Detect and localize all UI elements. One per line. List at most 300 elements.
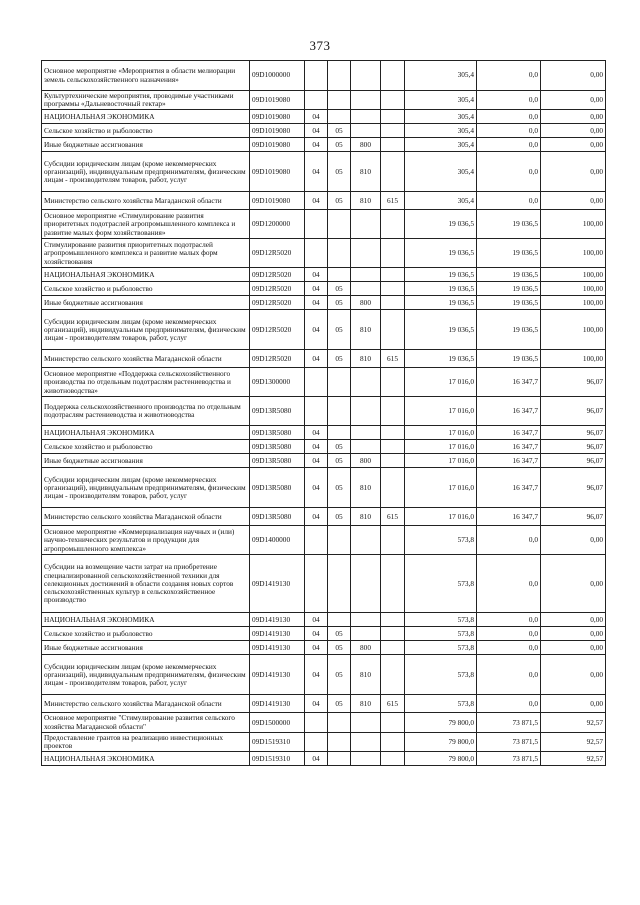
cell-section [305, 732, 328, 751]
cell-subsection: 05 [328, 282, 351, 296]
cell-admin-code [381, 426, 405, 440]
table-row [42, 61, 606, 91]
cell-name: Стимулирование развития приоритетных подотраслей агропромышленного комплекса и развитие малых форм хозяйствования [42, 239, 250, 268]
cell-percent: 96,07 [541, 440, 606, 454]
cell-admin-code [381, 61, 405, 91]
cell-name: Предоставление грантов на реализацию инвестиционных проектов [42, 732, 250, 751]
cell-code: 09D12R5020 [250, 350, 305, 368]
cell-percent: 0,00 [541, 695, 606, 713]
table-row [42, 282, 606, 296]
cell-subsection: 05 [328, 454, 351, 468]
cell-subsection [328, 91, 351, 110]
cell-name: НАЦИОНАЛЬНАЯ ЭКОНОМИКА [42, 110, 250, 124]
table-row [42, 124, 606, 138]
table-row [42, 440, 606, 454]
cell-admin-code [381, 282, 405, 296]
cell-expense-type: 810 [351, 350, 381, 368]
cell-subsection: 05 [328, 138, 351, 152]
table-row [42, 655, 606, 695]
cell-admin-code [381, 613, 405, 627]
cell-executed: 0,0 [477, 655, 541, 695]
cell-planned: 573,8 [405, 613, 477, 627]
cell-subsection: 05 [328, 655, 351, 695]
cell-subsection: 05 [328, 192, 351, 210]
cell-section [305, 210, 328, 239]
cell-name: Основное мероприятие «Коммерциализация научных и (или) научно-технических результатов и продукции для агропромышленного комплекса» [42, 526, 250, 555]
table-row [42, 152, 606, 192]
cell-admin-code: 615 [381, 192, 405, 210]
cell-subsection: 05 [328, 627, 351, 641]
cell-subsection: 05 [328, 152, 351, 192]
cell-name: Иные бюджетные ассигнования [42, 138, 250, 152]
cell-expense-type: 810 [351, 468, 381, 508]
cell-percent: 92,57 [541, 752, 606, 766]
cell-admin-code [381, 138, 405, 152]
cell-percent: 100,00 [541, 268, 606, 282]
cell-subsection [328, 526, 351, 555]
cell-subsection [328, 368, 351, 397]
cell-percent: 0,00 [541, 526, 606, 555]
cell-expense-type [351, 210, 381, 239]
cell-section: 04 [305, 627, 328, 641]
cell-code: 09D12R5020 [250, 310, 305, 350]
cell-expense-type [351, 268, 381, 282]
budget-table [41, 60, 606, 766]
cell-section: 04 [305, 641, 328, 655]
cell-name: Субсидии юридическим лицам (кроме некоммерческих организаций), индивидуальным предпринимателям, физическим лицам - производителям товаров, работ, услуг [42, 152, 250, 192]
cell-executed: 16 347,7 [477, 426, 541, 440]
cell-percent: 100,00 [541, 239, 606, 268]
cell-executed: 19 036,5 [477, 268, 541, 282]
cell-section [305, 555, 328, 613]
cell-admin-code [381, 110, 405, 124]
cell-expense-type [351, 555, 381, 613]
cell-executed: 0,0 [477, 526, 541, 555]
cell-expense-type [351, 440, 381, 454]
cell-planned: 305,4 [405, 124, 477, 138]
cell-planned: 79 800,0 [405, 713, 477, 732]
cell-section: 04 [305, 508, 328, 526]
cell-subsection: 05 [328, 468, 351, 508]
table-row [42, 627, 606, 641]
cell-name: НАЦИОНАЛЬНАЯ ЭКОНОМИКА [42, 613, 250, 627]
cell-name: Основное мероприятие «Поддержка сельскохозяйственного производства по отдельным подотраслям растениеводства и животноводства» [42, 368, 250, 397]
cell-percent: 100,00 [541, 350, 606, 368]
cell-subsection [328, 397, 351, 426]
cell-code: 09D13R5080 [250, 454, 305, 468]
cell-subsection [328, 110, 351, 124]
cell-section: 04 [305, 268, 328, 282]
cell-executed: 16 347,7 [477, 368, 541, 397]
cell-planned: 17 016,0 [405, 454, 477, 468]
cell-admin-code [381, 268, 405, 282]
cell-code: 09D1419130 [250, 555, 305, 613]
cell-executed: 16 347,7 [477, 468, 541, 508]
cell-percent: 96,07 [541, 368, 606, 397]
cell-name: Сельское хозяйство и рыболовство [42, 627, 250, 641]
cell-name: Министерство сельского хозяйства Магаданской области [42, 508, 250, 526]
cell-admin-code [381, 732, 405, 751]
cell-section: 04 [305, 440, 328, 454]
cell-percent: 100,00 [541, 310, 606, 350]
table-row [42, 713, 606, 732]
cell-code: 09D1400000 [250, 526, 305, 555]
cell-name: Иные бюджетные ассигнования [42, 641, 250, 655]
cell-code: 09D13R5080 [250, 508, 305, 526]
cell-subsection [328, 613, 351, 627]
cell-name: НАЦИОНАЛЬНАЯ ЭКОНОМИКА [42, 268, 250, 282]
cell-admin-code [381, 91, 405, 110]
cell-name: Министерство сельского хозяйства Магаданской области [42, 192, 250, 210]
cell-code: 09D1019080 [250, 110, 305, 124]
cell-percent: 0,00 [541, 655, 606, 695]
cell-name: Субсидии юридическим лицам (кроме некоммерческих организаций), индивидуальным предпринимателям, физическим лицам - производителям товаров, работ, услуг [42, 468, 250, 508]
table-row [42, 468, 606, 508]
cell-expense-type [351, 61, 381, 91]
cell-subsection: 05 [328, 508, 351, 526]
cell-code: 09D1419130 [250, 641, 305, 655]
cell-code: 09D1500000 [250, 713, 305, 732]
cell-executed: 16 347,7 [477, 397, 541, 426]
table-row [42, 296, 606, 310]
cell-section: 04 [305, 124, 328, 138]
cell-expense-type [351, 713, 381, 732]
cell-planned: 79 800,0 [405, 732, 477, 751]
cell-expense-type: 810 [351, 655, 381, 695]
cell-code: 09D12R5020 [250, 282, 305, 296]
cell-executed: 0,0 [477, 192, 541, 210]
cell-expense-type [351, 613, 381, 627]
cell-admin-code [381, 210, 405, 239]
cell-section: 04 [305, 192, 328, 210]
cell-expense-type [351, 368, 381, 397]
cell-section [305, 239, 328, 268]
cell-name: Основное мероприятие "Стимулирование развития сельского хозяйства Магаданской области" [42, 713, 250, 732]
cell-executed: 73 871,5 [477, 732, 541, 751]
cell-executed: 19 036,5 [477, 350, 541, 368]
cell-name: Сельское хозяйство и рыболовство [42, 282, 250, 296]
cell-name: Министерство сельского хозяйства Магаданской области [42, 695, 250, 713]
cell-executed: 0,0 [477, 91, 541, 110]
cell-admin-code [381, 124, 405, 138]
cell-executed: 73 871,5 [477, 752, 541, 766]
table-row [42, 350, 606, 368]
table-row [42, 613, 606, 627]
cell-expense-type: 800 [351, 454, 381, 468]
cell-expense-type: 810 [351, 192, 381, 210]
cell-admin-code [381, 752, 405, 766]
cell-percent: 0,00 [541, 627, 606, 641]
cell-admin-code [381, 310, 405, 350]
cell-percent: 100,00 [541, 210, 606, 239]
cell-code: 09D1019080 [250, 91, 305, 110]
table-row [42, 454, 606, 468]
cell-executed: 0,0 [477, 627, 541, 641]
cell-admin-code [381, 526, 405, 555]
cell-planned: 19 036,5 [405, 350, 477, 368]
cell-percent: 0,00 [541, 192, 606, 210]
cell-admin-code [381, 397, 405, 426]
cell-planned: 305,4 [405, 61, 477, 91]
table-row [42, 397, 606, 426]
cell-planned: 573,8 [405, 641, 477, 655]
cell-section [305, 713, 328, 732]
cell-subsection [328, 210, 351, 239]
cell-executed: 19 036,5 [477, 310, 541, 350]
cell-name: Министерство сельского хозяйства Магаданской области [42, 350, 250, 368]
cell-percent: 92,57 [541, 713, 606, 732]
cell-executed: 16 347,7 [477, 508, 541, 526]
cell-name: Сельское хозяйство и рыболовство [42, 124, 250, 138]
cell-name: Основное мероприятие «Мероприятия в области мелиорации земель сельскохозяйственного назначения» [42, 61, 250, 91]
cell-expense-type: 810 [351, 695, 381, 713]
cell-section: 04 [305, 138, 328, 152]
cell-section: 04 [305, 282, 328, 296]
cell-code: 09D1019080 [250, 124, 305, 138]
cell-executed: 19 036,5 [477, 282, 541, 296]
cell-subsection [328, 61, 351, 91]
cell-name: Культуртехнические мероприятия, проводимые участниками программы «Дальневосточный гектар» [42, 91, 250, 110]
cell-admin-code [381, 440, 405, 454]
table-row [42, 695, 606, 713]
cell-code: 09D1419130 [250, 655, 305, 695]
cell-executed: 0,0 [477, 695, 541, 713]
cell-code: 09D1419130 [250, 695, 305, 713]
budget-table-body [42, 61, 606, 766]
cell-expense-type [351, 627, 381, 641]
cell-code: 09D1419130 [250, 627, 305, 641]
cell-expense-type [351, 239, 381, 268]
cell-code: 09D1300000 [250, 368, 305, 397]
cell-admin-code [381, 239, 405, 268]
cell-subsection: 05 [328, 310, 351, 350]
cell-subsection: 05 [328, 695, 351, 713]
cell-percent: 0,00 [541, 555, 606, 613]
cell-percent: 96,07 [541, 508, 606, 526]
cell-percent: 96,07 [541, 426, 606, 440]
cell-percent: 0,00 [541, 110, 606, 124]
cell-planned: 17 016,0 [405, 508, 477, 526]
table-row [42, 210, 606, 239]
cell-section [305, 526, 328, 555]
cell-executed: 16 347,7 [477, 454, 541, 468]
cell-name: Иные бюджетные ассигнования [42, 296, 250, 310]
cell-planned: 573,8 [405, 695, 477, 713]
cell-name: Субсидии юридическим лицам (кроме некоммерческих организаций), индивидуальным предпринимателям, физическим лицам - производителям товаров, работ, услуг [42, 310, 250, 350]
cell-subsection [328, 752, 351, 766]
cell-subsection [328, 239, 351, 268]
cell-name: НАЦИОНАЛЬНАЯ ЭКОНОМИКА [42, 426, 250, 440]
cell-planned: 573,8 [405, 555, 477, 613]
cell-section: 04 [305, 426, 328, 440]
table-row [42, 91, 606, 110]
cell-section: 04 [305, 752, 328, 766]
cell-planned: 573,8 [405, 526, 477, 555]
cell-expense-type: 800 [351, 138, 381, 152]
cell-section [305, 397, 328, 426]
cell-name: Субсидии на возмещение части затрат на приобретение специализированной сельскохозяйственной техники для селекционных достижений в области создания новых сортов сельскохозяйственных культур в сельскохозяйственное производство [42, 555, 250, 613]
cell-executed: 16 347,7 [477, 440, 541, 454]
cell-section: 04 [305, 695, 328, 713]
cell-name: НАЦИОНАЛЬНАЯ ЭКОНОМИКА [42, 752, 250, 766]
cell-planned: 305,4 [405, 91, 477, 110]
cell-planned: 17 016,0 [405, 468, 477, 508]
cell-executed: 0,0 [477, 61, 541, 91]
table-row [42, 555, 606, 613]
cell-expense-type [351, 397, 381, 426]
cell-executed: 19 036,5 [477, 239, 541, 268]
table-row [42, 426, 606, 440]
cell-percent: 0,00 [541, 613, 606, 627]
cell-expense-type: 810 [351, 508, 381, 526]
cell-admin-code: 615 [381, 695, 405, 713]
cell-code: 09D13R5080 [250, 440, 305, 454]
cell-planned: 19 036,5 [405, 239, 477, 268]
cell-subsection [328, 426, 351, 440]
cell-executed: 0,0 [477, 138, 541, 152]
cell-section: 04 [305, 468, 328, 508]
cell-percent: 92,57 [541, 732, 606, 751]
table-row [42, 508, 606, 526]
cell-planned: 79 800,0 [405, 752, 477, 766]
cell-section: 04 [305, 152, 328, 192]
cell-planned: 17 016,0 [405, 426, 477, 440]
cell-expense-type [351, 732, 381, 751]
cell-planned: 19 036,5 [405, 296, 477, 310]
cell-code: 09D1519310 [250, 732, 305, 751]
page-number: 373 [309, 38, 331, 53]
cell-expense-type [351, 426, 381, 440]
cell-planned: 19 036,5 [405, 282, 477, 296]
cell-expense-type: 800 [351, 641, 381, 655]
cell-expense-type [351, 110, 381, 124]
cell-admin-code [381, 368, 405, 397]
cell-admin-code [381, 152, 405, 192]
cell-planned: 573,8 [405, 655, 477, 695]
cell-code: 09D1019080 [250, 138, 305, 152]
cell-percent: 96,07 [541, 468, 606, 508]
cell-percent: 0,00 [541, 641, 606, 655]
table-row [42, 526, 606, 555]
cell-section: 04 [305, 454, 328, 468]
cell-expense-type [351, 282, 381, 296]
cell-section: 04 [305, 613, 328, 627]
cell-admin-code [381, 627, 405, 641]
cell-section: 04 [305, 350, 328, 368]
table-row [42, 192, 606, 210]
cell-executed: 19 036,5 [477, 210, 541, 239]
cell-subsection [328, 732, 351, 751]
cell-percent: 100,00 [541, 282, 606, 296]
cell-executed: 0,0 [477, 152, 541, 192]
cell-planned: 17 016,0 [405, 368, 477, 397]
table-row [42, 752, 606, 766]
cell-admin-code [381, 296, 405, 310]
cell-executed: 73 871,5 [477, 713, 541, 732]
cell-subsection [328, 268, 351, 282]
table-row [42, 138, 606, 152]
cell-expense-type: 810 [351, 152, 381, 192]
cell-expense-type [351, 752, 381, 766]
cell-admin-code [381, 555, 405, 613]
cell-name: Субсидии юридическим лицам (кроме некоммерческих организаций), индивидуальным предпринимателям, физическим лицам - производителям товаров, работ, услуг [42, 655, 250, 695]
cell-section [305, 61, 328, 91]
cell-planned: 573,8 [405, 627, 477, 641]
cell-section [305, 368, 328, 397]
cell-percent: 100,00 [541, 296, 606, 310]
cell-planned: 19 036,5 [405, 268, 477, 282]
cell-planned: 17 016,0 [405, 440, 477, 454]
cell-section [305, 91, 328, 110]
cell-code: 09D1000000 [250, 61, 305, 91]
cell-percent: 0,00 [541, 91, 606, 110]
cell-code: 09D13R5080 [250, 468, 305, 508]
cell-admin-code: 615 [381, 508, 405, 526]
cell-percent: 0,00 [541, 124, 606, 138]
table-row [42, 239, 606, 268]
cell-expense-type: 800 [351, 296, 381, 310]
table-row [42, 368, 606, 397]
cell-percent: 96,07 [541, 454, 606, 468]
cell-percent: 0,00 [541, 138, 606, 152]
cell-code: 09D13R5080 [250, 426, 305, 440]
cell-executed: 0,0 [477, 110, 541, 124]
cell-expense-type: 810 [351, 310, 381, 350]
cell-subsection: 05 [328, 440, 351, 454]
cell-name: Иные бюджетные ассигнования [42, 454, 250, 468]
table-row [42, 268, 606, 282]
cell-code: 09D12R5020 [250, 239, 305, 268]
cell-name: Поддержка сельскохозяйственного производства по отдельным подотраслям растениеводства и животноводства [42, 397, 250, 426]
cell-percent: 96,07 [541, 397, 606, 426]
cell-planned: 17 016,0 [405, 397, 477, 426]
cell-subsection [328, 555, 351, 613]
cell-subsection: 05 [328, 350, 351, 368]
cell-executed: 0,0 [477, 641, 541, 655]
cell-executed: 0,0 [477, 613, 541, 627]
cell-planned: 305,4 [405, 192, 477, 210]
cell-admin-code [381, 655, 405, 695]
cell-code: 09D1200000 [250, 210, 305, 239]
cell-percent: 0,00 [541, 61, 606, 91]
cell-planned: 305,4 [405, 110, 477, 124]
cell-section: 04 [305, 110, 328, 124]
cell-subsection: 05 [328, 296, 351, 310]
cell-code: 09D1019080 [250, 192, 305, 210]
cell-executed: 0,0 [477, 555, 541, 613]
cell-code: 09D13R5080 [250, 397, 305, 426]
cell-expense-type [351, 124, 381, 138]
cell-admin-code [381, 713, 405, 732]
cell-code: 09D1419130 [250, 613, 305, 627]
table-row [42, 110, 606, 124]
cell-subsection: 05 [328, 641, 351, 655]
cell-subsection [328, 713, 351, 732]
table-row [42, 732, 606, 751]
cell-subsection: 05 [328, 124, 351, 138]
cell-section: 04 [305, 310, 328, 350]
table-row [42, 641, 606, 655]
cell-code: 09D1019080 [250, 152, 305, 192]
cell-code: 09D1519310 [250, 752, 305, 766]
cell-planned: 305,4 [405, 152, 477, 192]
cell-executed: 19 036,5 [477, 296, 541, 310]
cell-section: 04 [305, 655, 328, 695]
cell-code: 09D12R5020 [250, 296, 305, 310]
cell-expense-type [351, 526, 381, 555]
cell-planned: 19 036,5 [405, 310, 477, 350]
cell-name: Сельское хозяйство и рыболовство [42, 440, 250, 454]
